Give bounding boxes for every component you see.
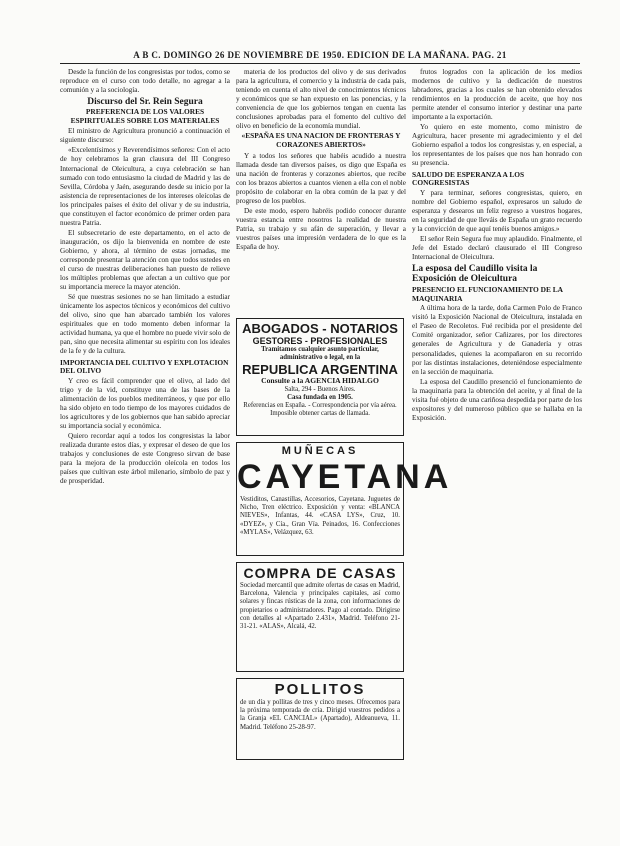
col1-subtitle: IMPORTANCIA DEL CULTIVO Y EXPLOTACION DEL OLIVO: [60, 357, 229, 376]
col1-paragraph: Quiero recordar aquí a todos los congresistas la labor realizada durante estos días, y expresar el deseo de que los trabajos y conclusiones de este Congreso sirvan de base para la mejora de la producción oleícola en todos los países que cultivan este árbol milenario, símbolo de paz y de prosperidad.: [60, 431, 230, 486]
col3-paragraph: El señor Rein Segura fue muy aplaudido. Finalmente, el Jefe del Estado declaró clausurado el III Congreso Internacional de Oleicultura.: [412, 234, 582, 262]
ad-abogados-country: REPUBLICA ARGENTINA: [242, 362, 398, 378]
ad-cayetana-brand: CAYETANA: [237, 458, 453, 496]
ad-abogados-note: Imposible obtener cartas de llamada.: [270, 410, 370, 418]
col2-title: «ESPAÑA ES UNA NACION DE FRONTERAS Y CORAZONES ABIERTOS»: [241, 131, 401, 149]
ad-abogados-subtitle: GESTORES - PROFESIONALES: [252, 336, 388, 346]
ad-compra-casas: [236, 562, 404, 672]
ad-compra-casas-body: Sociedad mercantil que admite ofertas de casas en Madrid, Barcelona, Valencia y principales capitales, así como solares y fincas rústicas de la zona, con informaciones de propietarios o administradores. Pago al contado. Dirigirse con detalles al «Apartado 2.431», Madrid. Teléfono 21-31-21. «ALAS», Alcalá, 42.: [240, 582, 400, 631]
col3-subtitle: SALUDO DE ESPERANZA A LOS CONGRESISTAS: [412, 169, 525, 188]
ad-abogados-refs: Referencias en España. - Correspondencia por vía aérea.: [243, 402, 397, 410]
col1-title: Discurso del Sr. Rein Segura: [87, 97, 203, 108]
col1-paragraph: Y creo es fácil comprender que el olivo, al lado del trigo y de la vid, constituye una de las bases de la alimentación de los pueblos mediterráneos, y que por ello ha sido objeto en todo tiempo de los mayores cuidados de los agricultores y de los gobiernos que han sabido apreciar su importancia social y económica.: [60, 376, 230, 430]
col1-paragraph: El ministro de Agricultura pronunció a continuación el siguiente discurso:: [60, 127, 230, 145]
col2-paragraph: materia de los productos del olivo y de sus derivados para la agricultura, el comercio y la industria de cada país, teniendo en cuenta el alto nivel de conocimientos técnicos y económicos que se han expuesto en las ponencias, y la conveniencia de que los gobiernos tengan en cuenta las conclusiones aprobadas para el fomento del cultivo del olivo en beneficio de la economía mundial.: [236, 68, 406, 131]
ad-abogados: [236, 318, 404, 436]
column-3: [412, 68, 582, 826]
ad-compra-casas-title: COMPRA DE CASAS: [243, 565, 397, 581]
ad-cayetana: [236, 442, 453, 556]
col3-paragraph: A última hora de la tarde, doña Carmen Polo de Franco visitó la Exposición Nacional de Oleicultura, instalada en el Paseo de Recoletos. Fué recibida por el presidente del Comité organizador, señor Cañizares, por los directores generales de Agricultura y de Ganadería y otras personalidades, quienes la acompañaron en su recorrido por las distintas instalaciones, deteniéndose especialmente en la sección de maquinaria.: [412, 304, 582, 376]
ad-pollitos: [236, 678, 404, 760]
column-2: [236, 68, 406, 308]
ad-cayetana-body: Vestiditos, Canastillas, Accesorios, Cayetana. Juguetes de Nicho, Tren eléctrico. Exposición y venta: «BLANCA NIEVES», Infantas, 44. «CASA LYS», Cruz, 10. «DYEZ», y Cía., Gran Vía. Peinados, 16. Confecciones «MYLAS», Velázquez, 63.: [240, 496, 400, 536]
col1-paragraph: Sé que nuestras sesiones no se han limitado a estudiar únicamente los aspectos técnicos y económicos del cultivo del olivo, sino que han abarcado también los valores espirituales que en todo momento deben informar la actividad humana, ya que el hombre no puede vivir solo de pan, sino que necesita alimentar su espíritu con los ideales de la fe y de la cultura.: [60, 293, 230, 356]
col1-subtitle: PREFERENCIA DE LOS VALORES ESPIRITUALES SOBRE LOS MATERIALES: [70, 107, 220, 125]
running-head: A B C. DOMINGO 26 DE NOVIEMBRE DE 1950. EDICION DE LA MAÑANA. PAG. 21: [133, 50, 507, 60]
col1-paragraph: «Excelentísimos y Reverendísimos señores: Con el acto de hoy celebramos la gran clausura del III Congreso Internacional de Oleicultura, a cuya celebración se han sumado con todo entusiasmo la ciudad de Madrid y las de Sevilla, Córdoba y Jaén, asegurando desde su inicio por la asistencia de representaciones de los intereses oleícolas de los principales países el éxito del olivar y de su industria, que constituyen el factor económico de primer orden para nuestra Patria.: [60, 146, 230, 227]
column-1: [60, 68, 230, 838]
col3-paragraph: frutos logrados con la aplicación de los medios modernos de cultivo y la dedicación de nuestros labradores, gracias a los cuales se han obtenido elevados rendimientos en la producción de aceite, que hoy nos permite atender el consumo interior y destinar una parte importante a la exportación.: [412, 68, 582, 122]
ad-abogados-title: ABOGADOS - NOTARIOS: [242, 321, 398, 336]
col3-paragraph: Yo quiero en este momento, como ministro de Agricultura, hacer presente mi agradecimiento y el del Gobierno español a todos los congresistas y, en especial, a los representantes de los países que nos han honrado con su presencia.: [412, 123, 582, 168]
col3-subtitle: PRESENCIO EL FUNCIONAMIENTO DE LA MAQUINARIA: [412, 285, 563, 303]
ad-pollitos-title: POLLITOS: [274, 681, 366, 698]
ad-cayetana-kicker: MUÑECAS: [281, 445, 359, 457]
col1-intro: Desde la función de los congresistas por todos, como se reproduce en el curso con todo detalle, no agregar a la comunión y a la sociología.: [60, 68, 230, 95]
col3-title: La esposa del Caudillo visita la Exposición de Oleicultura: [412, 264, 538, 285]
ad-abogados-agency: Consulte a la AGENCIA HIDALGO: [261, 376, 379, 386]
ad-abogados-address: Salta, 294 - Buenos Aires.: [284, 385, 356, 393]
col3-paragraph: Y para terminar, señores congresistas, quiero, en nombre del Gobierno español, expresaros un saludo de esperanza y desearos un feliz regreso a vuestros hogares, en la seguridad de que lleváis de España un grato recuerdo y la convicción de que aquí tenéis buenos amigos.»: [412, 188, 582, 233]
col2-paragraph: De este modo, espero habréis podido conocer durante vuestra estancia entre nosotros la realidad de nuestra Patria, su trabajo y su afán de superación, y llevar a vuestros países una impresión verdadera de lo que es la España de hoy.: [236, 206, 406, 251]
ad-pollitos-body: de un día y pollitas de tres y cinco meses. Ofrecemos para la próxima temporada de cría. Dirigid vuestros pedidos a la Granja «EL CANCIAL» (Apartado), Aldeanueva, 11. Madrid. Teléfono 25-28-97.: [240, 699, 400, 731]
header-rule: [60, 63, 580, 64]
ad-abogados-body: Tramitamos cualquier asunto particular, administrativo o legal, en la: [261, 346, 379, 362]
col3-paragraph: La esposa del Caudillo presenció el funcionamiento de la maquinaria para la obtención del aceite, y al final de la visita fué objeto de una cariñosa despedida por parte de los expositores y del numeroso público que se hallaba en la Exposición.: [412, 377, 582, 422]
col1-paragraph: El subsecretario de este departamento, en el acto de inauguración, os dijo la bienvenida en nombre de este Gobierno, y ahora, al término de estas jornadas, me corresponde presentar la atención con que todos ustedes en el curso de nuestras deliberaciones han puesto de relieve los múltiples problemas que afectan a un cultivo que por su importancia merece la mayor atención.: [60, 228, 230, 292]
col2-paragraph: Y a todos los señores que habéis acudido a nuestra llamada desde tan diversos países, os digo que España es una nación de fronteras y corazones abiertos, que recibe con los brazos abiertos a cuantos vienen a ella con el noble propósito de colaborar en la obra común de la paz y del progreso de los pueblos.: [236, 151, 406, 205]
ad-abogados-founded: Casa fundada en 1905.: [287, 393, 353, 401]
